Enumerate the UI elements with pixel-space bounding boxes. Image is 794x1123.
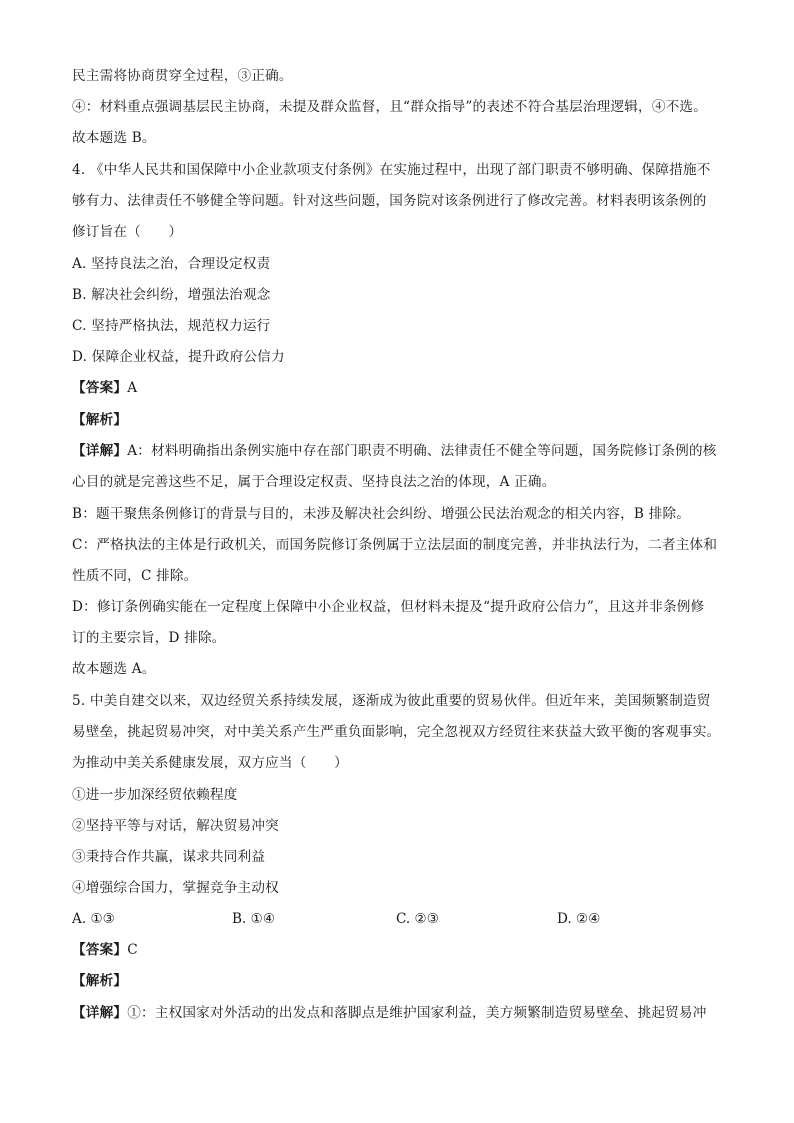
question-5-stem: 5. 中美自建交以来，双边经贸关系持续发展，逐渐成为彼此重要的贸易伙伴。但近年来，美国频繁制造贸 xyxy=(72,693,711,709)
question-4-option-d: D. 保障企业权益，提升政府公信力 xyxy=(72,349,285,365)
text-line: 民主需将协商贯穿全过程，③正确。 xyxy=(72,68,293,84)
answer-tag: 【答案】 xyxy=(72,942,128,958)
text-line: C：严格执法的主体是行政机关，而国务院修订条例属于立法层面的制度完善，并非执法行为，二者主体和 xyxy=(72,537,718,553)
question-4-option-c: C. 坚持严格执法，规范权力运行 xyxy=(72,318,271,334)
statement-3: ③秉持合作共赢，谋求共同利益 xyxy=(72,849,266,865)
question-5-option-d: D. ②④ xyxy=(557,911,601,927)
detail-text: A：材料明确指出条例实施中存在部门职责不明确、法律责任不健全等问题，国务院修订条例的核 xyxy=(127,443,717,459)
question-5-option-a: A. ①③ xyxy=(72,911,115,927)
question-4-detail xyxy=(72,441,717,461)
answer-value: C xyxy=(127,942,138,958)
statement-2: ②坚持平等与对话，解决贸易冲突 xyxy=(72,818,279,834)
analysis-tag: 【解析】 xyxy=(72,973,128,989)
question-4-answer xyxy=(72,378,137,398)
analysis-tag: 【解析】 xyxy=(72,412,128,428)
question-5-stem: 为推动中美关系健康发展，双方应当（ ） xyxy=(72,755,348,771)
conclusion: 故本题选 A。 xyxy=(72,661,156,677)
question-4-option-b: B. 解决社会纠纷，增强法治观念 xyxy=(72,287,271,303)
question-5-option-c: C. ②③ xyxy=(396,911,439,927)
statement-1: ①进一步加深经贸依赖程度 xyxy=(72,787,238,803)
detail-tag: 【详解】 xyxy=(72,443,128,459)
text-line: 故本题选 B。 xyxy=(72,130,156,146)
detail-tag: 【详解】 xyxy=(72,1005,128,1021)
text-line: 性质不同，C 排除。 xyxy=(72,568,198,584)
question-4-option-a: A. 坚持良法之治，合理设定权责 xyxy=(72,256,271,272)
question-4-stem: 修订旨在（ ） xyxy=(72,224,183,240)
question-4-stem: 4. 《中华人民共和国保障中小企业款项支付条例》在实施过程中，出现了部门职责不够明确、保障措施不 xyxy=(72,162,711,178)
answer-tag: 【答案】 xyxy=(72,380,128,396)
question-5-detail xyxy=(72,1003,707,1023)
answer-value: A xyxy=(127,380,138,396)
text-line: B：题干聚焦条例修订的背景与目的，未涉及解决社会纠纷、增强公民法治观念的相关内容，B 排除。 xyxy=(72,506,691,522)
text-line: D：修订条例确实能在一定程度上保障中小企业权益，但材料未提及“提升政府公信力”，且这并非条例修 xyxy=(72,599,705,615)
question-5-answer xyxy=(72,940,138,960)
detail-text: ①：主权国家对外活动的出发点和落脚点是维护国家利益，美方频繁制造贸易壁垒、挑起贸易冲 xyxy=(127,1005,707,1021)
text-line: 订的主要宗旨，D 排除。 xyxy=(72,630,226,646)
question-5-stem: 易壁垒，挑起贸易冲突，对中美关系产生严重负面影响，完全忽视双方经贸往来获益大致平衡的客观事实。 xyxy=(72,724,721,740)
question-4-stem: 够有力、法律责任不够健全等问题。针对这些问题，国务院对该条例进行了修改完善。材料表明该条例的 xyxy=(72,193,707,209)
text-line: ④：材料重点强调基层民主协商，未提及群众监督，且“群众指导”的表述不符合基层治理逻辑，④不选。 xyxy=(72,99,708,115)
question-5-option-b: B. ①④ xyxy=(232,911,276,927)
statement-4: ④增强综合国力，掌握竞争主动权 xyxy=(72,880,279,896)
text-line: 心目的就是完善这些不足，属于合理设定权责、坚持良法之治的体现，A 正确。 xyxy=(72,474,556,490)
